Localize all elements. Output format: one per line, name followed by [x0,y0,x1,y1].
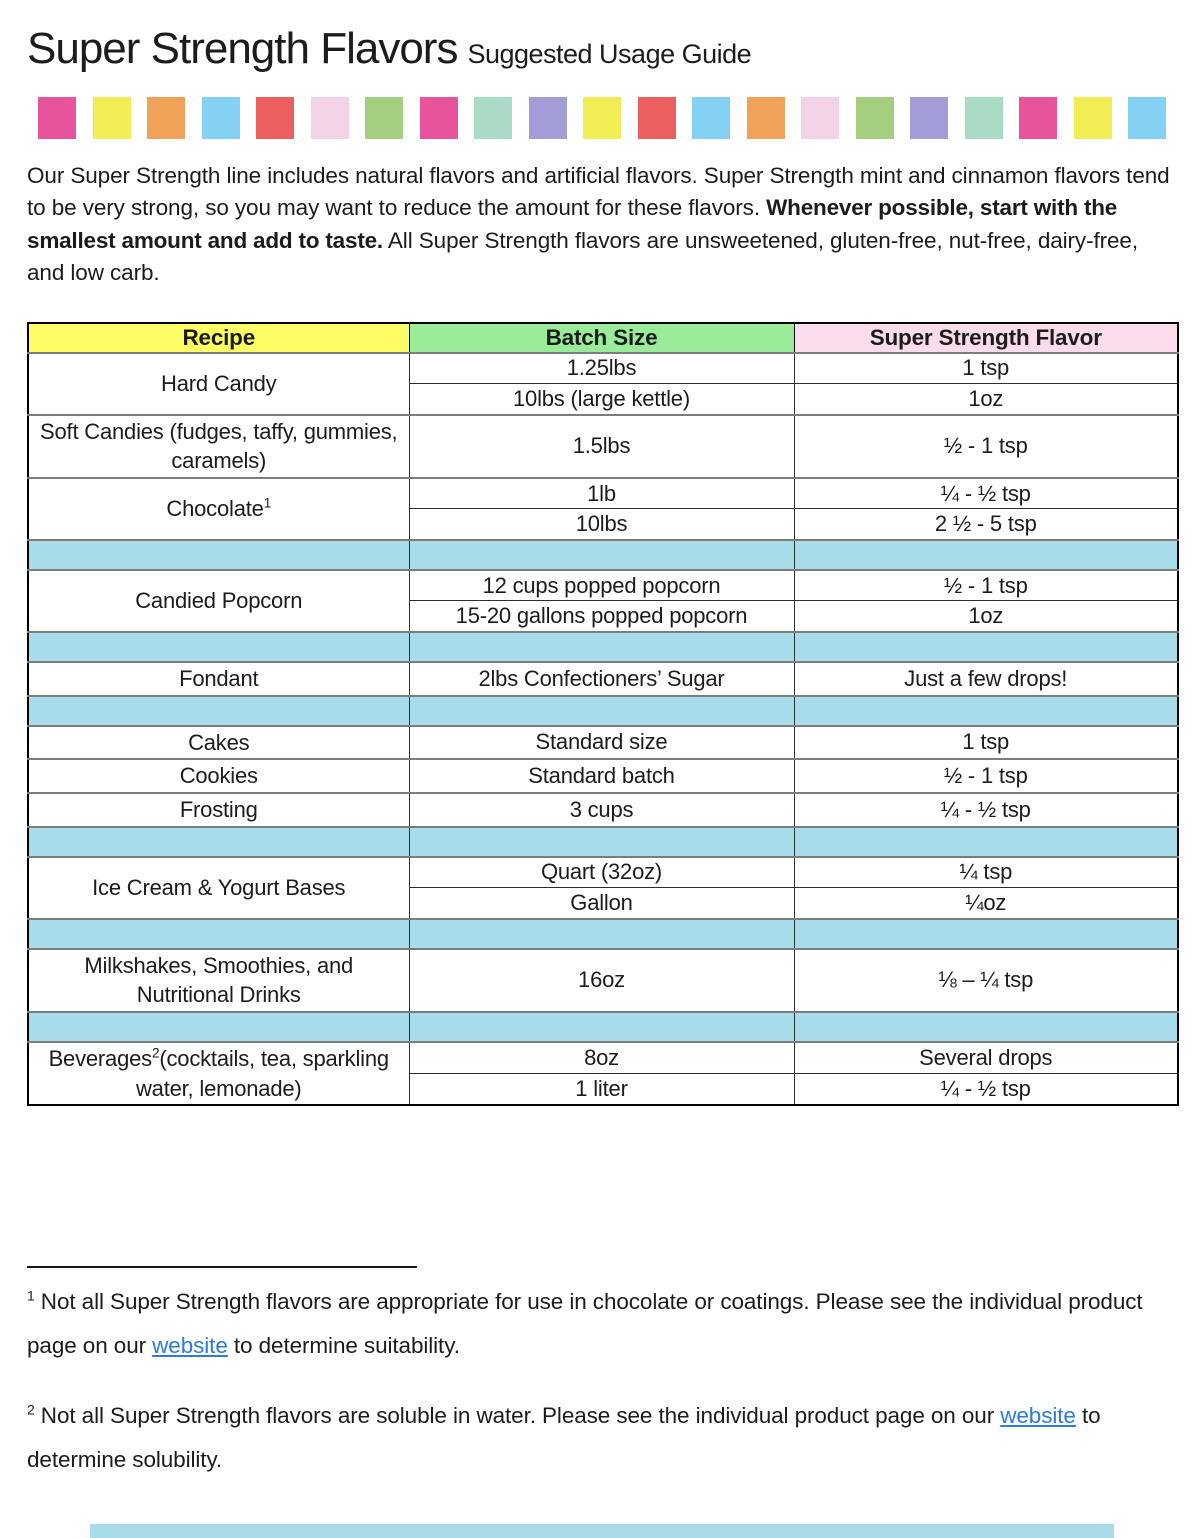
table-row [28,857,1178,888]
stripe-square [311,97,349,139]
spacer-row [28,632,1178,662]
page-title [27,24,1177,74]
stripe-square [692,97,730,139]
website-link-1[interactable]: website [152,1333,228,1359]
flavor-cell: ½ - 1 tsp [794,570,1178,601]
footnote-1-text-1: Not all Super Strength flavors are appropriate for use in chocolate or coatings. Please see the individual product page on our [27,1289,1143,1359]
stripe-square [365,97,403,139]
table-row [28,353,1178,384]
color-stripe [38,97,1166,139]
subtitle-text: Suggested Usage Guide [467,39,752,69]
table-row [28,949,1178,1012]
stripe-square [1074,97,1112,139]
footnote-1 [27,1280,1172,1368]
intro-paragraph [27,160,1172,290]
bottom-blue-bar [90,1524,1114,1538]
stripe-square [202,97,240,139]
batch-cell: 10lbs [409,509,794,540]
spacer-row [28,1012,1178,1042]
table-row [28,478,1178,509]
stripe-square [856,97,894,139]
table-header-row [28,323,1178,353]
spacer-row [28,919,1178,949]
table-row [28,759,1178,793]
usage-guide-table [27,322,1179,1107]
footnote-2-text-1: Not all Super Strength flavors are soluble in water. Please see the individual product page on our [34,1403,1001,1429]
batch-cell: 12 cups popped popcorn [409,570,794,601]
stripe-square [256,97,294,139]
recipe-cell-soft-candies: Soft Candies (fudges, taffy, gummies, caramels) [28,415,409,478]
table-row [28,570,1178,601]
stripe-square [474,97,512,139]
flavor-cell: ½ - 1 tsp [794,759,1178,793]
stripe-square [38,97,76,139]
recipe-cell-beverages [28,1042,409,1105]
spacer-row [28,540,1178,570]
batch-cell: 8oz [409,1042,794,1074]
flavor-cell: ¼ tsp [794,857,1178,888]
intro-bold-text: Whenever possible, start with the smallest amount and add to taste. [27,195,1118,253]
footnote-2-marker: 2 [27,1401,35,1418]
column-header-recipe: Recipe [28,323,409,353]
footnote-ref-2: 2 [151,1045,160,1061]
recipe-cell-chocolate [28,478,409,540]
recipe-cell-ice-cream: Ice Cream & Yogurt Bases [28,857,409,919]
column-header-flavor: Super Strength Flavor [794,323,1178,353]
footnote-2-text-2: to determine solubility. [27,1403,1101,1473]
flavor-cell: ¼ - ½ tsp [794,478,1178,509]
batch-cell: Gallon [409,888,794,919]
recipe-cell-fondant: Fondant [28,662,409,696]
recipe-cell-hard-candy: Hard Candy [28,353,409,415]
recipe-cell-milkshakes: Milkshakes, Smoothies, and Nutritional Drinks [28,949,409,1012]
title-text: Super Strength Flavors [27,24,458,73]
footnote-1-text-2: to determine suitability. [227,1333,460,1359]
batch-cell: 1.5lbs [409,415,794,478]
batch-cell: 2lbs Confectioners’ Sugar [409,662,794,696]
flavor-cell: ½ - 1 tsp [794,415,1178,478]
stripe-square [965,97,1003,139]
table-row [28,726,1178,760]
table-row [28,415,1178,478]
flavor-cell: 1oz [794,384,1178,415]
recipe-text: Chocolate [166,496,264,522]
intro-text-1: Our Super Strength line includes natural flavors and artificial flavors. Super Strength mint and cinnamon flavors tend to be very strong, so you may want to reduce the amount for these flavors. [27,163,1170,221]
batch-cell: 1lb [409,478,794,509]
flavor-cell: Several drops [794,1042,1178,1074]
flavor-cell: Just a few drops! [794,662,1178,696]
website-link-2[interactable]: website [1000,1403,1076,1429]
stripe-square [583,97,621,139]
footnote-ref-1: 1 [263,495,272,511]
stripe-square [1128,97,1166,139]
column-header-batch-size: Batch Size [409,323,794,353]
footnote-2 [27,1394,1172,1482]
batch-cell: 3 cups [409,793,794,827]
stripe-square [529,97,567,139]
flavor-cell: ¼oz [794,888,1178,919]
table-row [28,1042,1178,1074]
spacer-row [28,827,1178,857]
stripe-square [147,97,185,139]
batch-cell: Standard batch [409,759,794,793]
table-row [28,662,1178,696]
flavor-cell: 2 ½ - 5 tsp [794,509,1178,540]
stripe-square [93,97,131,139]
footnote-1-marker: 1 [27,1287,35,1304]
recipe-cell-candied-popcorn: Candied Popcorn [28,570,409,632]
spacer-row [28,696,1178,726]
recipe-text: Beverages [48,1046,152,1072]
stripe-square [638,97,676,139]
flavor-cell: 1 tsp [794,726,1178,760]
stripe-square [420,97,458,139]
batch-cell: Standard size [409,726,794,760]
table-row [28,793,1178,827]
flavor-cell: 1oz [794,601,1178,632]
recipe-cell-frosting: Frosting [28,793,409,827]
batch-cell: Quart (32oz) [409,857,794,888]
recipe-cell-cookies: Cookies [28,759,409,793]
batch-cell: 10lbs (large kettle) [409,384,794,415]
batch-cell: 15-20 gallons popped popcorn [409,601,794,632]
flavor-cell: ¼ - ½ tsp [794,793,1178,827]
intro-text-2: All Super Strength flavors are unsweetened, gluten-free, nut-free, dairy-free, and low carb. [27,227,1138,286]
stripe-square [910,97,948,139]
flavor-cell: ¼ - ½ tsp [794,1074,1178,1106]
stripe-square [1019,97,1057,139]
flavor-cell: ⅛ – ¼ tsp [794,949,1178,1012]
batch-cell: 16oz [409,949,794,1012]
stripe-square [801,97,839,139]
recipe-cell-cakes: Cakes [28,726,409,760]
stripe-square [747,97,785,139]
footnote-separator [27,1266,417,1268]
batch-cell: 1.25lbs [409,353,794,384]
recipe-suffix: (cocktails, tea, sparkling water, lemonade) [135,1046,389,1101]
flavor-cell: 1 tsp [794,353,1178,384]
batch-cell: 1 liter [409,1074,794,1106]
